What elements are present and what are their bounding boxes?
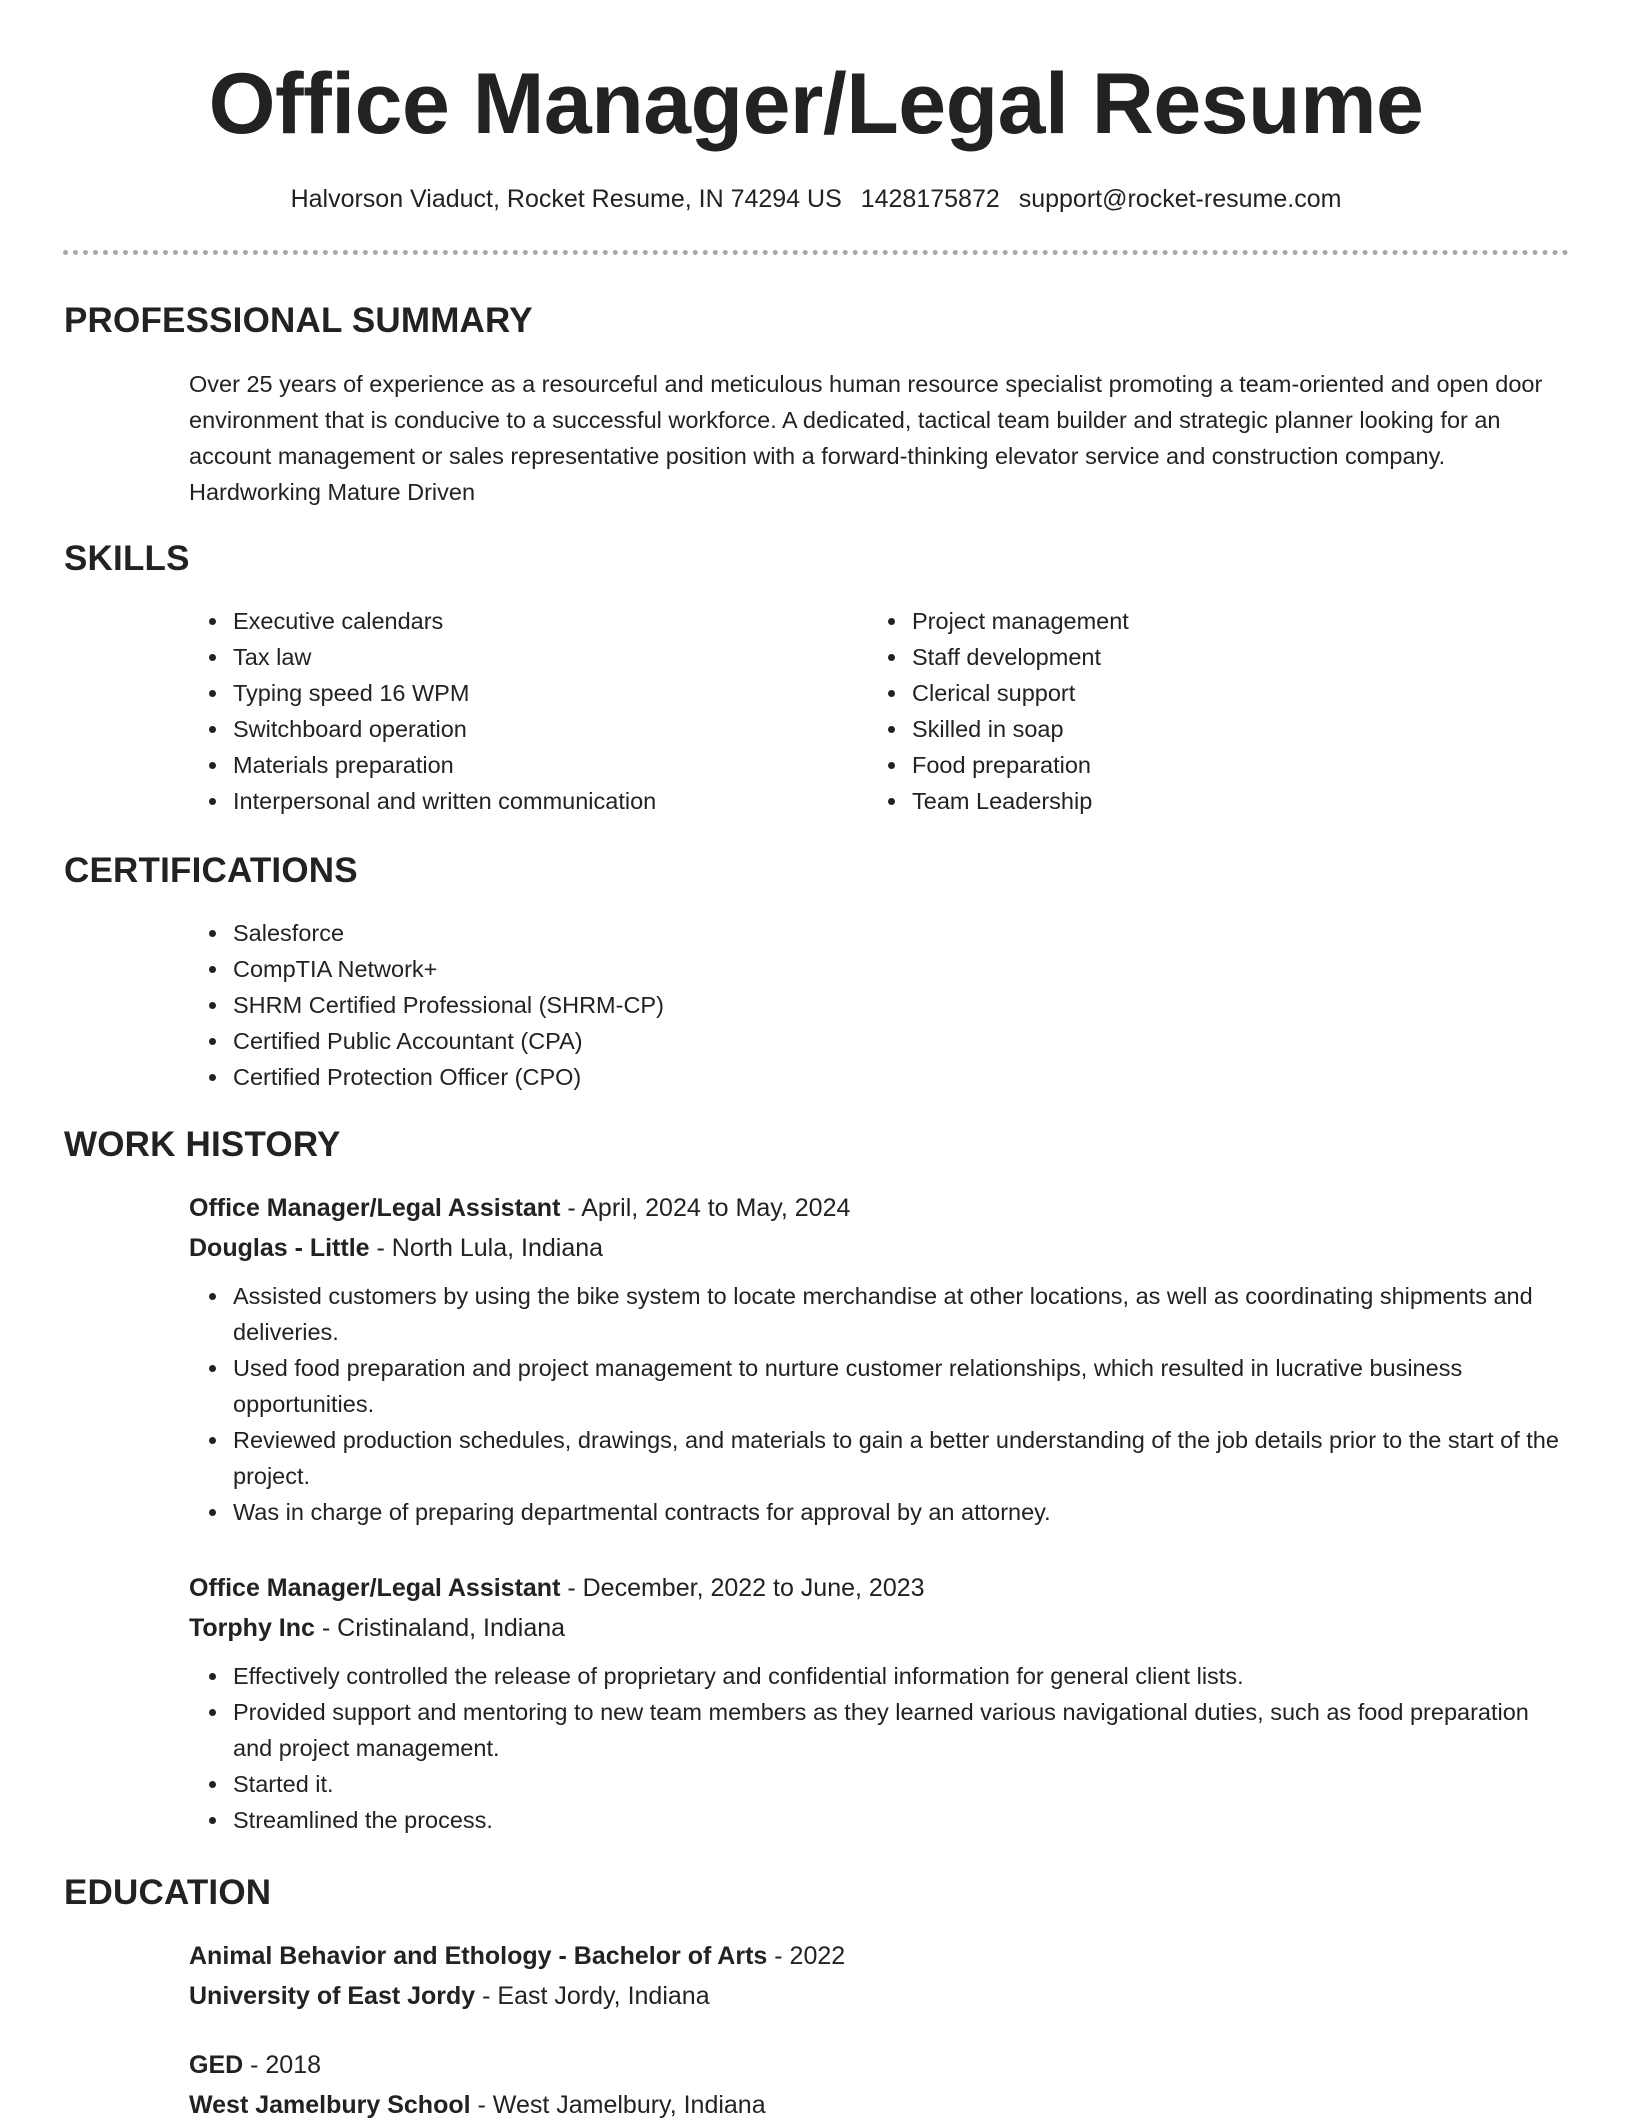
skills-list-right [868,603,1528,819]
job-title-line [189,1188,1569,1228]
certification-item: SHRM Certified Professional (SHRM-CP) [189,987,1189,1023]
education-location: - West Jamelbury, Indiana [470,2091,766,2119]
section-heading-certifications: CERTIFICATIONS [64,851,358,890]
job-bullet: Provided support and mentoring to new team members as they learned various navigational duties, such as food preparation and project management. [189,1694,1569,1766]
skill-item: Staff development [868,639,1528,675]
job-bullet: Reviewed production schedules, drawings, and materials to gain a better understanding of the job details prior to the start of the project. [189,1422,1569,1494]
skill-item: Tax law [189,639,849,675]
section-heading-education: EDUCATION [64,1873,272,1912]
skill-item: Skilled in soap [868,711,1528,747]
skills-right-column [868,603,1528,819]
education-location: - East Jordy, Indiana [475,1982,710,2010]
contact-email: support@rocket-resume.com [1018,185,1342,213]
certifications-column [189,915,1189,1095]
job-dates: - December, 2022 to June, 2023 [560,1574,925,1602]
job-title: Office Manager/Legal Assistant [189,1194,561,1222]
job-bullet: Effectively controlled the release of proprietary and confidential information for general client lists. [189,1658,1569,1694]
section-heading-work-history: WORK HISTORY [64,1125,341,1164]
certification-item: Certified Protection Officer (CPO) [189,1059,1189,1095]
certification-item: CompTIA Network+ [189,951,1189,987]
skill-item: Interpersonal and written communication [189,783,849,819]
summary-text: Over 25 years of experience as a resourceful and meticulous human resource specialist promoting a team-oriented and open door environment that is conducive to a successful workforce. A dedicated, tactical team builder and strategic planner looking for an account management or sales representative position with a forward-thinking elevator service and construction company. Hardworking Mature Driven [189,371,1543,505]
education-entry [189,2045,1569,2125]
resume-title: Office Manager/Legal Resume [208,56,1424,152]
section-heading-summary: PROFESSIONAL SUMMARY [64,301,533,340]
contact-address: Halvorson Viaduct, Rocket Resume, IN 74294 US [290,185,842,213]
education-entry [189,1936,1569,2016]
certification-item: Salesforce [189,915,1189,951]
job-company: Douglas - Little [189,1234,370,1262]
skill-item: Food preparation [868,747,1528,783]
education-degree: Animal Behavior and Ethology - Bachelor of Arts [189,1942,768,1970]
job-location: - Cristinaland, Indiana [314,1614,566,1642]
skill-item: Clerical support [868,675,1528,711]
education-school-line [189,1976,1569,2016]
job-company-line [189,1608,1569,1648]
job-bullet: Assisted customers by using the bike system to locate merchandise at other locations, as well as coordinating shipments and deliveries. [189,1278,1569,1350]
skill-item: Switchboard operation [189,711,849,747]
job-entry [189,1188,1569,1530]
header-divider [63,250,1569,255]
job-company-line [189,1228,1569,1268]
certification-item: Certified Public Accountant (CPA) [189,1023,1189,1059]
job-bullet: Used food preparation and project management to nurture customer relationships, which resulted in lucrative business opportunities. [189,1350,1569,1422]
job-location: - North Lula, Indiana [369,1234,604,1262]
education-year: - 2018 [243,2051,322,2079]
skills-left-column [189,603,849,819]
education-school: University of East Jordy [189,1982,476,2010]
job-entry [189,1568,1569,1838]
job-title-line [189,1568,1569,1608]
job-bullets [189,1278,1569,1530]
education-degree-line [189,2045,1569,2085]
education-school: West Jamelbury School [189,2091,471,2119]
certifications-list [189,915,1189,1095]
skills-list-left [189,603,849,819]
skill-item: Typing speed 16 WPM [189,675,849,711]
skill-item: Materials preparation [189,747,849,783]
education-school-line [189,2085,1569,2125]
education-year: - 2022 [767,1942,846,1970]
job-bullets [189,1658,1569,1838]
section-heading-skills: SKILLS [64,539,190,578]
education-degree-line [189,1936,1569,1976]
contact-phone: 1428175872 [860,185,1000,213]
job-title: Office Manager/Legal Assistant [189,1574,561,1602]
skill-item: Team Leadership [868,783,1528,819]
skill-item: Executive calendars [189,603,849,639]
job-bullet: Was in charge of preparing departmental contracts for approval by an attorney. [189,1494,1569,1530]
job-dates: - April, 2024 to May, 2024 [560,1194,851,1222]
education-degree: GED [189,2051,244,2079]
contact-line [0,182,1632,216]
job-company: Torphy Inc [189,1614,315,1642]
skill-item: Project management [868,603,1528,639]
job-bullet: Streamlined the process. [189,1802,1569,1838]
job-bullet: Started it. [189,1766,1569,1802]
